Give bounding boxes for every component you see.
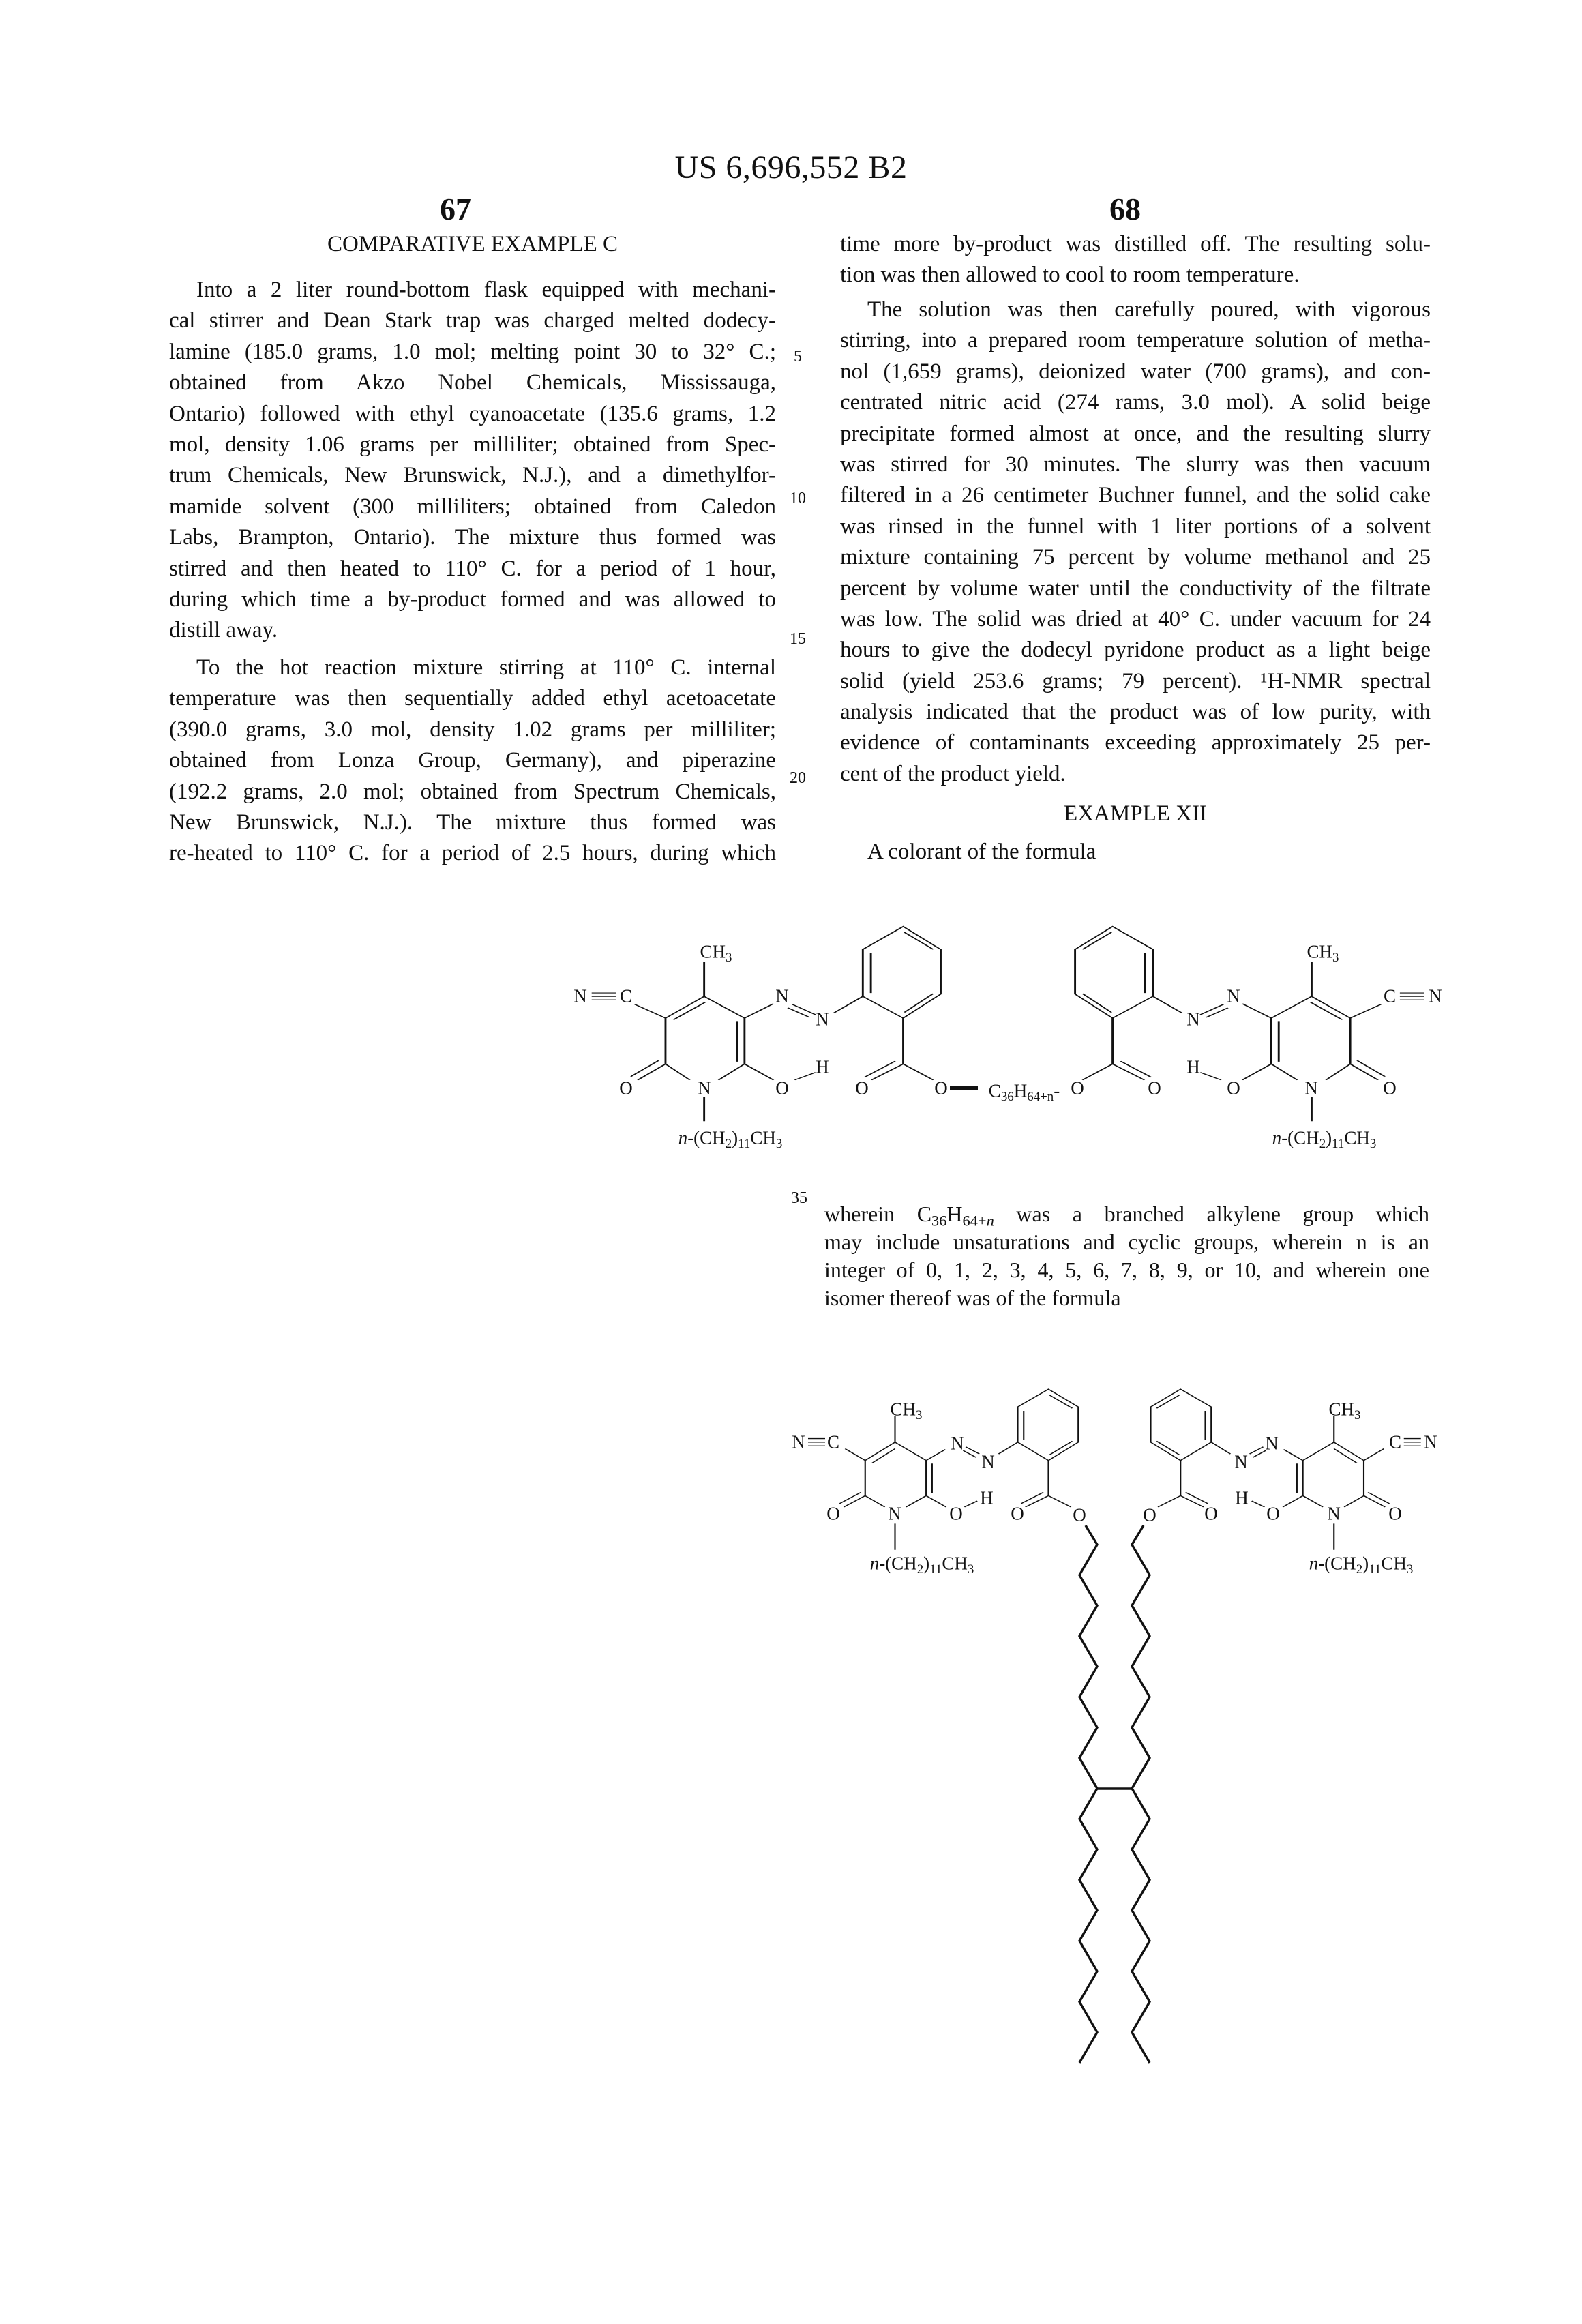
label-part: n — [1272, 1128, 1282, 1148]
atom-label-nitrogen: N — [981, 1453, 995, 1472]
label-part: 11 — [738, 1137, 750, 1151]
text-line: centrated nitric acid (274 rams, 3.0 mol). A solid beige — [840, 387, 1431, 418]
atom-label-nitrogen: N — [888, 1505, 901, 1523]
left-pyridone-azo-benzoate-bonds — [808, 1389, 1078, 1550]
text-line: filtered in a 26 centimeter Buchner funnel, and the solid cake — [840, 480, 1431, 511]
label-part: CH — [750, 1128, 776, 1148]
atom-label-nitrogen: N — [951, 1435, 964, 1453]
text-line: was low. The solid was dried at 40° C. under vacuum for 24 — [840, 604, 1431, 635]
text-line: evidence of contaminants exceeding approximately 25 per- — [840, 728, 1431, 758]
right-pyridone-azo-benzoate-bonds — [1151, 1389, 1421, 1550]
label-part: - — [1054, 1081, 1060, 1101]
label-part: CH — [1329, 1399, 1355, 1420]
text-line: obtained from Lonza Group, Germany), and piperazine — [169, 745, 776, 776]
atom-label-nitrogen: N — [775, 987, 789, 1006]
label-part: 64+n — [1027, 1090, 1054, 1104]
label-part: -(CH — [1281, 1128, 1319, 1148]
text-line: was rinsed in the funnel with 1 liter portions of a solvent — [840, 511, 1431, 542]
text-line: solid (yield 253.6 grams; 79 percent). ¹H-NMR spectral — [840, 666, 1431, 697]
label-part: 2 — [1356, 1562, 1362, 1577]
text-line: time more by-product was distilled off. The resulting solu- — [840, 229, 1431, 260]
atom-label-nitrogen: N — [573, 987, 587, 1006]
methyl-group-label — [1329, 1401, 1361, 1419]
text-line: Into a 2 liter round-bottom flask equipped with mechani- — [169, 275, 776, 306]
label-part: 11 — [1332, 1137, 1344, 1151]
column-number-right: 68 — [1057, 191, 1193, 227]
atom-label-oxygen: O — [934, 1079, 948, 1098]
atom-label-nitrogen: N — [792, 1433, 805, 1452]
atom-label-oxygen: O — [1011, 1505, 1024, 1523]
label-part: H — [1014, 1081, 1028, 1101]
linker-formula-label — [989, 1082, 1060, 1101]
atom-label-hydrogen: H — [1186, 1058, 1200, 1077]
label-part: C — [989, 1081, 1001, 1101]
label-part: ) — [732, 1128, 738, 1148]
label-part: n — [870, 1553, 880, 1574]
dodecyl-group-label — [678, 1129, 783, 1148]
label-part: CH — [942, 1553, 968, 1574]
label-part: CH — [700, 942, 726, 962]
atom-label-oxygen: O — [775, 1079, 789, 1098]
isomer-structure — [808, 1389, 1421, 2063]
text-line: Labs, Brampton, Ontario). The mixture thus formed was — [169, 522, 776, 553]
atom-label-carbon: C — [620, 987, 632, 1006]
text-line: Ontario) followed with ethyl cyanoacetate (135.6 grams, 1.2 — [169, 399, 776, 430]
atom-label-nitrogen: N — [1429, 987, 1442, 1006]
left-alkyl-chain — [1079, 1525, 1097, 2063]
label-part: -(CH — [879, 1553, 917, 1574]
atom-label-oxygen: O — [1071, 1079, 1084, 1098]
label-part: 3 — [726, 951, 732, 965]
label-part: 3 — [1332, 951, 1339, 965]
label-part: 11 — [929, 1562, 942, 1577]
atom-label-oxygen: O — [1204, 1505, 1218, 1523]
text-line: To the hot reaction mixture stirring at 110° C. internal — [169, 653, 776, 683]
left-pyridone-azo-benzoate-bonds — [592, 927, 941, 1122]
dodecyl-group-label — [870, 1555, 974, 1573]
label-part: CH — [1307, 942, 1333, 962]
atom-label-nitrogen: N — [1327, 1505, 1341, 1523]
text-line: integer of 0, 1, 2, 3, 4, 5, 6, 7, 8, 9, or 10, and wherein one — [824, 1256, 1429, 1284]
atom-label-oxygen: O — [1388, 1505, 1402, 1523]
text-line: mol, density 1.06 grams per milliliter; obtained from Spec- — [169, 430, 776, 460]
text-line: nol (1,659 grams), deionized water (700 grams), and con- — [840, 357, 1431, 387]
label-part: 3 — [1354, 1408, 1360, 1422]
text-line: New Brunswick, N.J.). The mixture thus formed was — [169, 807, 776, 838]
atom-label-nitrogen: N — [698, 1079, 711, 1098]
text-line: mamide solvent (300 milliliters; obtained from Caledon — [169, 492, 776, 522]
text-line: lamine (185.0 grams, 1.0 mol; melting point 30 to 32° C.; — [169, 337, 776, 368]
atom-label-hydrogen: H — [816, 1058, 829, 1077]
text-line: re-heated to 110° C. for a period of 2.5 hours, during which — [169, 838, 776, 869]
atom-label-nitrogen: N — [1227, 987, 1240, 1006]
label-part: 2 — [917, 1562, 923, 1577]
text-line: (192.2 grams, 2.0 mol; obtained from Spectrum Chemicals, — [169, 777, 776, 807]
text-line: wherein C36H64+n was a branched alkylene group which — [824, 1200, 1429, 1228]
text-line: analysis indicated that the product was of low purity, with — [840, 697, 1431, 728]
text-line: may include unsaturations and cyclic groups, wherein n is an — [824, 1228, 1429, 1256]
line-number: 5 — [784, 348, 811, 366]
label-part: CH — [891, 1399, 916, 1420]
text-line: during which time a by-product formed and was allowed to — [169, 584, 776, 615]
text-line: tion was then allowed to cool to room temperature. — [840, 260, 1431, 290]
text-line: stirring, into a prepared room temperature solution of metha- — [840, 325, 1431, 356]
atom-label-oxygen: O — [1143, 1506, 1156, 1525]
methyl-group-label — [700, 943, 732, 962]
text-line: A colorant of the formula — [840, 837, 1431, 867]
atom-label-nitrogen: N — [1304, 1079, 1318, 1098]
text-line: The solution was then carefully poured, with vigorous — [840, 295, 1431, 325]
label-part: 36 — [1001, 1090, 1014, 1104]
atom-label-nitrogen: N — [1424, 1433, 1437, 1452]
atom-label-nitrogen: N — [1265, 1435, 1279, 1453]
text-line: percent by volume water until the conductivity of the filtrate — [840, 573, 1431, 604]
label-part: ) — [1326, 1128, 1332, 1148]
atom-label-oxygen: O — [855, 1079, 869, 1098]
label-part: 2 — [726, 1137, 732, 1151]
right-alkyl-chain — [1132, 1525, 1150, 2063]
methyl-group-label — [1307, 943, 1339, 962]
atom-label-nitrogen: N — [1234, 1453, 1248, 1472]
section-heading-comparative-example-c: COMPARATIVE EXAMPLE C — [169, 229, 776, 260]
text-line: distill away. — [169, 615, 776, 646]
text-line: cent of the product yield. — [840, 759, 1431, 790]
label-part: 3 — [968, 1562, 974, 1577]
text-line: isomer thereof was of the formula — [824, 1284, 1429, 1312]
text-line: hours to give the dodecyl pyridone product as a light beige — [840, 635, 1431, 666]
atom-label-oxygen: O — [1383, 1079, 1397, 1098]
methyl-group-label — [891, 1401, 923, 1419]
dodecyl-group-label — [1309, 1555, 1414, 1573]
atom-label-oxygen: O — [949, 1505, 963, 1523]
text-line: (390.0 grams, 3.0 mol, density 1.02 grams per milliliter; — [169, 715, 776, 745]
line-number: 35 — [786, 1189, 813, 1208]
label-part: 3 — [916, 1408, 922, 1422]
text-line: precipitate formed almost at once, and the resulting slurry — [840, 419, 1431, 449]
label-part: CH — [1381, 1553, 1407, 1574]
patent-number: US 6,696,552 B2 — [0, 149, 1582, 186]
atom-label-oxygen: O — [1227, 1079, 1240, 1098]
atom-label-carbon: C — [1384, 987, 1396, 1006]
atom-label-carbon: C — [1389, 1433, 1401, 1452]
atom-label-oxygen: O — [1073, 1506, 1086, 1525]
text-line: temperature was then sequentially added ethyl acetoacetate — [169, 683, 776, 714]
label-part: -(CH — [1318, 1553, 1356, 1574]
label-part: n — [1309, 1553, 1319, 1574]
label-part: 2 — [1319, 1137, 1326, 1151]
label-part: n — [678, 1128, 688, 1148]
text-line: cal stirrer and Dean Stark trap was charged melted dodecy- — [169, 306, 776, 336]
label-part: 3 — [776, 1137, 782, 1151]
chemical-structures — [0, 0, 1582, 2324]
line-number: 15 — [784, 630, 811, 649]
text-line: stirred and then heated to 110° C. for a period of 1 hour, — [169, 554, 776, 584]
right-pyridone-azo-benzoate-bonds — [1075, 927, 1424, 1122]
text-line: mixture containing 75 percent by volume methanol and 25 — [840, 542, 1431, 573]
text-line: was stirred for 30 minutes. The slurry was then vacuum — [840, 449, 1431, 480]
atom-label-nitrogen: N — [1186, 1011, 1200, 1029]
atom-label-oxygen: O — [1148, 1079, 1161, 1098]
column-number-left: 67 — [387, 191, 524, 227]
atom-label-carbon: C — [827, 1433, 839, 1452]
text-line: obtained from Akzo Nobel Chemicals, Mississauga, — [169, 368, 776, 398]
atom-label-oxygen: O — [619, 1079, 633, 1098]
atom-label-oxygen: O — [826, 1505, 840, 1523]
atom-label-hydrogen: H — [1235, 1489, 1249, 1508]
label-part: 3 — [1370, 1137, 1376, 1151]
atom-label-hydrogen: H — [980, 1489, 994, 1508]
atom-label-nitrogen: N — [816, 1011, 829, 1029]
label-part: 11 — [1369, 1562, 1381, 1577]
atom-label-oxygen: O — [1266, 1505, 1280, 1523]
label-part: -(CH — [687, 1128, 726, 1148]
label-part: 3 — [1407, 1562, 1413, 1577]
label-part: CH — [1344, 1128, 1370, 1148]
section-heading-example-xii: EXAMPLE XII — [840, 799, 1431, 829]
line-number: 10 — [784, 490, 811, 508]
text-line: trum Chemicals, New Brunswick, N.J.), and a dimethylfor- — [169, 460, 776, 491]
label-part: ) — [923, 1553, 929, 1574]
line-number: 20 — [784, 769, 811, 788]
label-part: ) — [1362, 1553, 1369, 1574]
dodecyl-group-label — [1272, 1129, 1377, 1148]
